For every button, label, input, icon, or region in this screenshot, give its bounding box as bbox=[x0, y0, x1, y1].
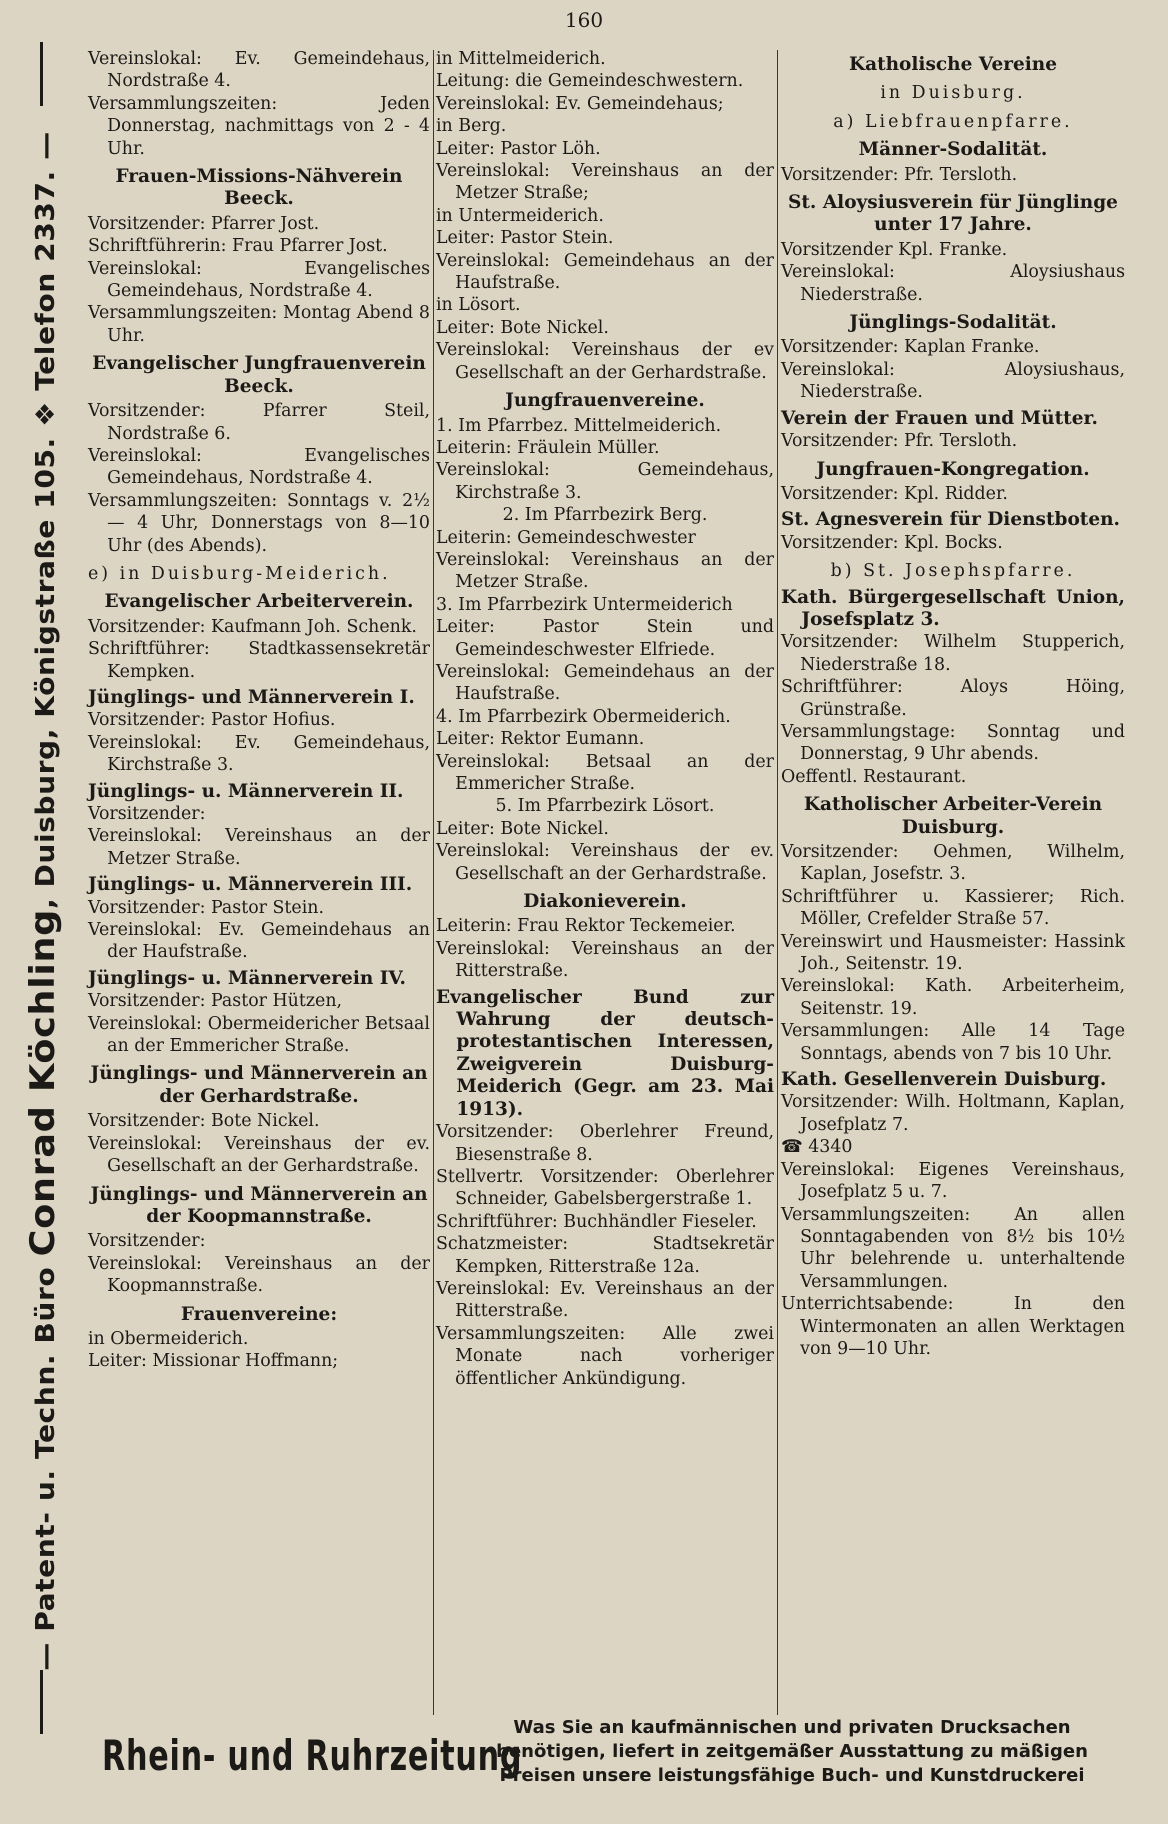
entry-text: Vorsitzender: bbox=[88, 1231, 206, 1252]
entry-text: Vorsitzender: Pfarrer Steil, Nordstraße 6. bbox=[88, 401, 430, 444]
entry-text: Oeffentl. Restaurant. bbox=[781, 766, 967, 787]
entry-text: Vereinslokal: Vereinshaus der ev. Gesellschaft an der Gerhardstraße. bbox=[436, 841, 774, 884]
side-advertisement bbox=[18, 36, 68, 1736]
entry-text: Schriftführer u. Kassierer; Rich. Möller, Crefelder Straße 57. bbox=[781, 886, 1125, 930]
section-heading: Männer-Sodalität. bbox=[858, 139, 1048, 161]
column-divider-1 bbox=[433, 50, 434, 1715]
entry-text: Vereinswirt und Hausmeister: Hassink Joh., Seitenstr. 19. bbox=[781, 931, 1125, 975]
entry-text: Vereinslokal: Betsaal an der Emmericher Straße. bbox=[436, 751, 774, 794]
entry-text: Leiter: Pastor Stein. bbox=[436, 228, 614, 249]
entry-text: Schriftführer: Buchhändler Fieseler. bbox=[436, 1211, 757, 1232]
side-ad-text bbox=[23, 131, 63, 1670]
section-heading: Jungfrauen-Kongregation. bbox=[816, 458, 1090, 480]
entry-text: Leiter: Missionar Hoffmann; bbox=[88, 1351, 339, 1372]
entry-text: Leiter: Bote Nickel. bbox=[436, 317, 609, 338]
entry-text: in Untermeiderich. bbox=[436, 205, 604, 226]
entry-text: b) St. Josephspfarre. bbox=[830, 561, 1076, 582]
entry-text: in Mittelmeiderich. bbox=[436, 49, 606, 69]
entry-text: Vorsitzender: Oehmen, Wilhelm, Kaplan, Josefstr. 3. bbox=[781, 842, 1125, 885]
entry-text: Vereinslokal: Ev. Gemeindehaus an der Haufstraße. bbox=[88, 920, 430, 963]
entry-text: Vereinslokal: Evangelisches Gemeindehaus, Nordstraße 4. bbox=[88, 445, 430, 489]
entry-text: Vorsitzender: Kaplan Franke. bbox=[781, 337, 1040, 358]
entry-text: Vereinslokal: Gemeindehaus, Kirchstraße 3. bbox=[436, 460, 774, 503]
entry-text: ☎ 4340 bbox=[781, 1137, 853, 1158]
column-2 bbox=[436, 48, 774, 1390]
column-divider-2 bbox=[777, 50, 778, 1715]
section-heading: Jünglings-Sodalität. bbox=[849, 312, 1057, 334]
entry-text: Vorsitzender: Pfr. Tersloth. bbox=[781, 164, 1018, 185]
entry-text: 2. Im Pfarrbezirk Berg. bbox=[502, 505, 708, 526]
column-3 bbox=[781, 48, 1125, 1360]
page-number: 160 bbox=[564, 8, 604, 32]
entry-text: Leiter: Pastor Stein und Gemeindeschwester Elfriede. bbox=[436, 617, 774, 660]
entry-text: Vorsitzender: Pfr. Tersloth. bbox=[781, 431, 1018, 452]
entry-text: Leiter: Bote Nickel. bbox=[436, 818, 609, 839]
entry-text: Versammlungstage: Sonntag und Donnerstag, 9 Uhr abends. bbox=[781, 721, 1125, 765]
ad-line-2: benötigen, liefert in zeitgemäßer Ausstattung zu mäßigen bbox=[496, 1741, 1088, 1762]
entry-text: Versammlungszeiten: Alle zwei Monate nach vorheriger öffentlicher Ankündigung. bbox=[436, 1323, 774, 1389]
section-heading: Frauen-Missions-Nähverein Beeck. bbox=[115, 166, 403, 210]
entry-text: in Obermeiderich. bbox=[88, 1328, 249, 1349]
section-heading: Jungfrauenvereine. bbox=[505, 390, 705, 412]
entry-text: 1. Im Pfarrbez. Mittelmeiderich. bbox=[436, 415, 722, 436]
entry-text: Vereinslokal: Vereinshaus der ev Gesellschaft an der Gerhardstraße. bbox=[436, 340, 774, 383]
section-heading: Evangelischer Bund zur Wahrung der deutsch-protestantischen Interessen, Zweigverein Duisburg-Meiderich (Gegr. am 23. Mai 1913). bbox=[436, 986, 774, 1120]
entry-text: Leiterin: Fräulein Müller. bbox=[436, 437, 660, 458]
entry-text: Vereinslokal: Gemeindehaus an der Haufstraße. bbox=[436, 250, 774, 294]
entry-text: Vereinslokal: Vereinshaus an der Koopmannstraße. bbox=[88, 1253, 430, 1297]
section-heading: St. Aloysiusverein für Jünglinge unter 17 Jahre. bbox=[788, 192, 1118, 236]
entry-text: Vorsitzender: Pastor Hützen, bbox=[88, 991, 343, 1012]
section-heading: Kath. Gesellenverein Duisburg. bbox=[781, 1069, 1107, 1091]
section-heading: Katholischer Arbeiter-Verein Duisburg. bbox=[803, 794, 1103, 838]
section-heading: Katholische Vereine bbox=[849, 54, 1057, 75]
entry-text: Leiterin: Gemeindeschwester bbox=[436, 527, 696, 548]
entry-text: Vorsitzender: Oberlehrer Freund, Biesenstraße 8. bbox=[436, 1122, 774, 1165]
entry-text: Leiter: Pastor Löh. bbox=[436, 138, 601, 159]
entry-text: Schriftführer: Stadtkassensekretär Kempken. bbox=[88, 639, 430, 682]
entry-text: Vereinslokal: Vereinshaus an der Metzer Straße; bbox=[436, 161, 774, 204]
ad-line-1: Was Sie an kaufmännischen und privaten Drucksachen bbox=[513, 1717, 1071, 1738]
side-ad-part3: , Duisburg, Königstraße 105. ❖ Telefon 2337. — bbox=[31, 131, 61, 910]
entry-text: Vereinslokal: Vereinshaus der ev. Gesellschaft an der Gerhardstraße. bbox=[88, 1133, 430, 1177]
advertisement-text bbox=[456, 1716, 1128, 1788]
entry-text: Vereinslokal: Obermeidericher Betsaal an der Emmericher Straße. bbox=[88, 1013, 430, 1057]
side-rule-bottom bbox=[40, 1670, 43, 1734]
section-heading: Jünglings- und Männerverein an der Gerhardstraße. bbox=[90, 1063, 428, 1107]
entry-text: Vorsitzender: bbox=[88, 804, 206, 824]
entry-text: 4. Im Pfarrbezirk Obermeiderich. bbox=[436, 706, 731, 727]
entry-text: Vereinslokal: Kath. Arbeiterheim, Seitenstr. 19. bbox=[781, 976, 1125, 1019]
section-heading: Jünglings- u. Männerverein IV. bbox=[88, 967, 406, 989]
entry-text: Vorsitzender: Kaufmann Joh. Schenk. bbox=[88, 616, 417, 637]
entry-text: Versammlungszeiten: Jeden Donnerstag, nachmittags von 2 - 4 Uhr. bbox=[88, 93, 430, 159]
entry-text: Vorsitzender: Pastor Stein. bbox=[88, 897, 324, 918]
entry-text: Leiterin: Frau Rektor Teckemeier. bbox=[436, 916, 736, 937]
section-heading: St. Agnesverein für Dienstboten. bbox=[781, 509, 1120, 531]
entry-text: Vorsitzender: Kpl. Bocks. bbox=[781, 532, 1003, 553]
entry-text: Leitung: die Gemeindeschwestern. bbox=[436, 71, 744, 92]
entry-text: 5. Im Pfarrbezirk Lösort. bbox=[495, 796, 715, 817]
entry-text: Vereinslokal: Evangelisches Gemeindehaus, Nordstraße 4. bbox=[88, 258, 430, 302]
section-heading: Jünglings- und Männerverein I. bbox=[88, 686, 415, 708]
entry-text: Vorsitzender: Wilhelm Stupperich, Niederstraße 18. bbox=[781, 632, 1125, 675]
ad-line-3: Preisen unsere leistungsfähige Buch- und Kunstdruckerei bbox=[499, 1765, 1085, 1786]
entry-text: Vorsitzender: Kpl. Ridder. bbox=[781, 483, 1008, 504]
entry-text: Vereinslokal: Ev. Gemeindehaus, Kirchstraße 3. bbox=[88, 732, 430, 776]
section-heading: Evangelischer Arbeiterverein. bbox=[104, 591, 414, 613]
entry-text: e) in Duisburg-Meiderich. bbox=[88, 563, 391, 584]
section-heading: Diakonieverein. bbox=[523, 891, 687, 913]
side-ad-part1: — Patent- u. Techn. Büro bbox=[31, 1256, 61, 1671]
entry-text: Vereinslokal: Gemeindehaus an der Haufstraße. bbox=[436, 661, 774, 705]
entry-text: Vorsitzender Kpl. Franke. bbox=[781, 239, 1008, 260]
section-heading: Jünglings- u. Männerverein III. bbox=[88, 874, 413, 896]
entry-text: Vereinslokal: Ev. Gemeindehaus, Nordstraße 4. bbox=[88, 49, 430, 92]
section-heading: Jünglings- u. Männerverein II. bbox=[88, 780, 404, 802]
column-1 bbox=[88, 48, 430, 1373]
section-heading: Kath. Bürgergesellschaft Union, Josefsplatz 3. bbox=[781, 586, 1125, 630]
entry-text: Vorsitzender: Pastor Hofius. bbox=[88, 710, 336, 731]
entry-text: in Berg. bbox=[436, 116, 507, 137]
entry-text: Vereinslokal: Vereinshaus an der Ritterstraße. bbox=[436, 938, 774, 982]
entry-text: Unterrichtsabende: In den Wintermonaten an allen Werktagen von 9—10 Uhr. bbox=[781, 1294, 1125, 1359]
entry-text: Vereinslokal: Vereinshaus an der Metzer Straße. bbox=[436, 549, 774, 593]
side-ad-company: Conrad Köchling bbox=[23, 909, 63, 1257]
entry-text: Versammlungszeiten: Sonntags v. 2½— 4 Uhr, Donnerstags von 8—10 Uhr (des Abends). bbox=[88, 490, 430, 556]
entry-text: Vereinslokal: Ev. Gemeindehaus; bbox=[436, 93, 724, 114]
entry-text: in Lösort. bbox=[436, 295, 521, 316]
entry-text: Versammlungszeiten: An allen Sonntagabenden von 8½ bis 10½ Uhr belehrende u. unterhaltende Versammlungen. bbox=[781, 1204, 1125, 1292]
section-heading: Evangelischer Jungfrauenverein Beeck. bbox=[92, 353, 426, 397]
entry-text: Vorsitzender: Wilh. Holtmann, Kaplan, Josefplatz 7. bbox=[781, 1092, 1125, 1135]
entry-text: Vereinslokal: Aloysiushaus, Niederstraße. bbox=[781, 359, 1125, 403]
side-rule-top bbox=[40, 42, 43, 106]
section-heading: Frauenvereine: bbox=[180, 1303, 338, 1325]
entry-text: a) Liebfrauenpfarre. bbox=[833, 111, 1073, 132]
entry-text: Vereinslokal: Aloysiushaus Niederstraße. bbox=[781, 262, 1125, 305]
newspaper-title: Rhein- und Ruhrzeitung bbox=[102, 1731, 523, 1780]
entry-text: Schriftführer: Aloys Höing, Grünstraße. bbox=[781, 677, 1125, 720]
entry-text: Stellvertr. Vorsitzender: Oberlehrer Schneider, Gabelsbergerstraße 1. bbox=[436, 1166, 774, 1210]
section-heading: Verein der Frauen und Mütter. bbox=[781, 407, 1098, 429]
entry-text: Leiter: Rektor Eumann. bbox=[436, 729, 645, 750]
bottom-advertisement bbox=[88, 1714, 1128, 1814]
entry-text: Vorsitzender: Pfarrer Jost. bbox=[88, 213, 320, 234]
entry-text: Schriftführerin: Frau Pfarrer Jost. bbox=[88, 236, 388, 257]
entry-text: 3. Im Pfarrbezirk Untermeiderich bbox=[436, 594, 733, 615]
entry-text: Vereinslokal: Eigenes Vereinshaus, Josefplatz 5 u. 7. bbox=[781, 1159, 1125, 1203]
entry-text: Vorsitzender: Bote Nickel. bbox=[88, 1111, 320, 1132]
entry-text: in Duisburg. bbox=[880, 83, 1026, 104]
entry-text: Vereinslokal: Ev. Vereinshaus an der Ritterstraße. bbox=[436, 1278, 774, 1322]
entry-text: Schatzmeister: Stadtsekretär Kempken, Ritterstraße 12a. bbox=[436, 1234, 774, 1277]
entry-text: Versammlungen: Alle 14 Tage Sonntags, abends von 7 bis 10 Uhr. bbox=[781, 1021, 1125, 1064]
section-heading: Jünglings- und Männerverein an der Koopmannstraße. bbox=[90, 1183, 428, 1227]
entry-text: Versammlungszeiten: Montag Abend 8 Uhr. bbox=[88, 303, 430, 346]
entry-text: Vereinslokal: Vereinshaus an der Metzer Straße. bbox=[88, 826, 430, 869]
